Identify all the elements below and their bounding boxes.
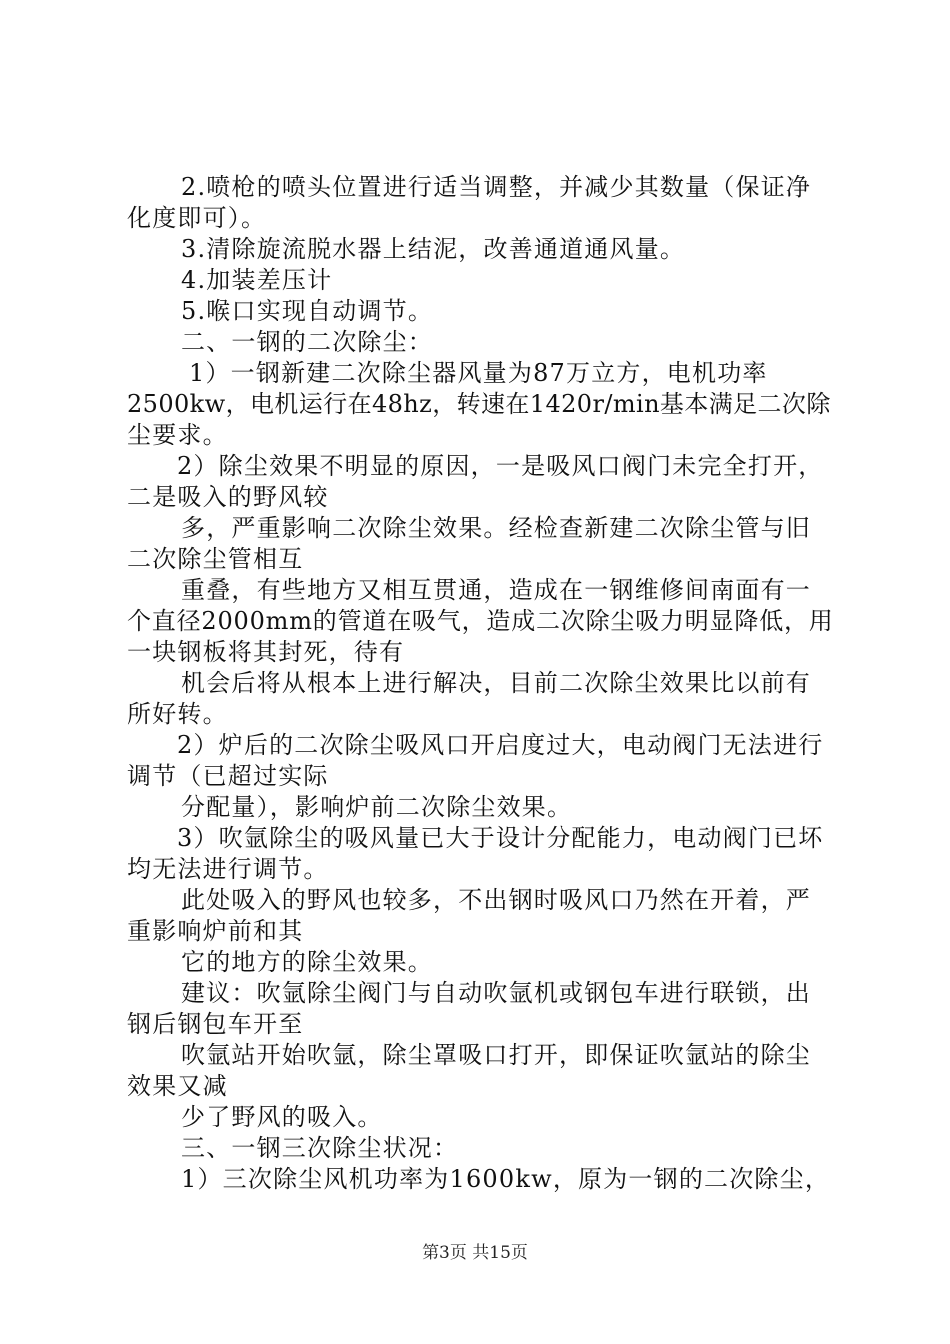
text-line: 少了野风的吸入。 — [181, 1103, 383, 1131]
text-line: 此处吸入的野风也较多，不出钢时吸风口乃然在开着，严 — [181, 886, 811, 914]
text-line: 1）三次除尘风机功率为1600kw，原为一钢的二次除尘， — [181, 1165, 831, 1193]
text-line: 分配量），影响炉前二次除尘效果。 — [181, 793, 573, 821]
text-line: 2500kw，电机运行在48hz，转速在1420r/min基本满足二次除 — [127, 390, 831, 418]
text-line: 2）除尘效果不明显的原因，一是吸风口阀门未完全打开， — [177, 452, 824, 480]
text-line: 二是吸入的野风较 — [127, 483, 329, 511]
text-line: 钢后钢包车开至 — [127, 1010, 304, 1038]
text-line: 多，严重影响二次除尘效果。经检查新建二次除尘管与旧 — [181, 514, 811, 542]
text-line: 二次除尘管相互 — [127, 545, 304, 573]
text-line: 1）一钢新建二次除尘器风量为87万立方，电机功率 — [189, 359, 768, 387]
text-line: 2）炉后的二次除尘吸风口开启度过大，电动阀门无法进行 — [177, 731, 824, 759]
text-line: 3）吹氩除尘的吸风量已大于设计分配能力，电动阀门已坏 — [177, 824, 824, 852]
text-line: 3.清除旋流脱水器上结泥，改善通道通风量。 — [181, 235, 686, 263]
text-line: 5.喉口实现自动调节。 — [181, 297, 434, 325]
document-body — [127, 172, 835, 1195]
text-line: 吹氩站开始吹氩，除尘罩吸口打开，即保证吹氩站的除尘 — [181, 1041, 811, 1069]
text-line: 一块钢板将其封死，待有 — [127, 638, 405, 666]
text-line: 它的地方的除尘效果。 — [181, 948, 433, 976]
page-footer: 第3页 共15页 — [422, 1243, 528, 1263]
text-line: 4.加装差压计 — [181, 266, 333, 294]
text-line: 重影响炉前和其 — [127, 917, 304, 945]
text-line: 重叠，有些地方又相互贯通，造成在一钢维修间南面有一 — [181, 576, 811, 604]
text-line: 2.喷枪的喷头位置进行适当调整，并减少其数量（保证净 — [181, 173, 812, 201]
text-line: 机会后将从根本上进行解决，目前二次除尘效果比以前有 — [181, 669, 811, 697]
text-line: 个直径2000mm的管道在吸气，造成二次除尘吸力明显降低，用 — [127, 607, 834, 635]
text-line: 化度即可）。 — [127, 204, 267, 232]
text-line: 二、一钢的二次除尘： — [181, 328, 433, 356]
text-line: 三、一钢三次除尘状况： — [181, 1134, 459, 1162]
text-line: 建议：吹氩除尘阀门与自动吹氩机或钢包车进行联锁，出 — [181, 979, 811, 1007]
text-line: 调节（已超过实际 — [127, 762, 329, 790]
text-line: 所好转。 — [127, 700, 228, 728]
text-line: 尘要求。 — [127, 421, 228, 449]
text-line: 效果又减 — [127, 1072, 228, 1100]
text-line: 均无法进行调节。 — [127, 855, 329, 883]
